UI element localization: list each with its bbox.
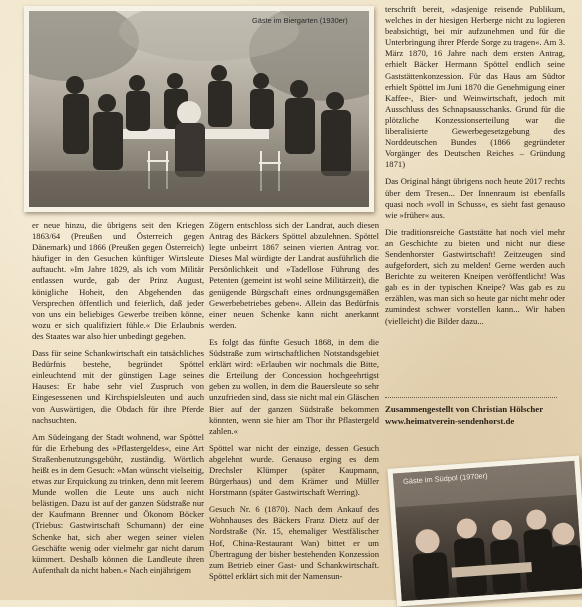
column-left (32, 220, 204, 598)
column-middle-paragraph: Spöttel war nicht der einzige, dessen Gesuch abgelehnt wurde. Genauso erging es dem Drechsler Klümper (später Kaupmann, Bürgerhaus) und dem Krämer und Müller Horstmann (später Gastwirtschaft Werring). (209, 442, 379, 498)
column-right-paragraph: terschrift bereit, »dasjenige reisende Publikum, welches in der hiesigen Herberge nicht zu logieren beabsichtigt, bei mir aufzunehmen und für die Unterbringung ihrer Pferde Sorge zu tragen«. Am 3. März 1870, 16 Jahre nach dem ersten Antrag, erhielt Bäcker Hermann Spöttel endlich seine Gaststättenkonzession. Für das Haus am Südtor erhielt Spöttel im Juni 1870 die Genehmigung einer Kaffee-, Bier- und Weinwirtschaft, jedoch mit Ausschluss des Schnapsausschanks. Grund für die plötzliche Konzessionserteilung war die liberalisierte Gewerbegesetzgebung des Norddeutschen Bundes (1866 gegründeter Vorgänger des Deutschen Reiches – Gründung 1871) (385, 4, 565, 170)
photo-beer-garden (24, 6, 374, 212)
author-credit (385, 404, 575, 427)
column-right-paragraph: Das Original hängt übrigens noch heute 2017 rechts über dem Tresen... Der Innenraum ist ebenfalls quasi noch »voll in Schuss«, es sieht fast genauso wie »früher« aus. (385, 176, 565, 220)
column-right (385, 4, 565, 394)
column-middle-paragraph: Zögern entschloss sich der Landrat, auch diesen Antrag des Bäckers Spöttel abzulehnen. Spöttel legte unbeirrt 1867 seinen vierten Antrag vor. Dieses Mal würdigte der Landrat ausführlich die Persönlichkeit und »Tadellose Führung des Petenten (gemeint ist wohl seine Militärzeit), die genügende Bürgschaft eines ordnungsgemäßen Gewerbebetriebes geben«. Allein das Bedürfnis einer neuen Schenke kann nicht anerkannt werden. (209, 220, 379, 330)
author-name: Zusammengestellt von Christian Hölscher (385, 404, 544, 414)
column-left-paragraph: Dass für seine Schankwirtschaft ein tatsächliches Bedürfnis bestehe, begründet Spöttel einleuchtend mit der günstigen Lage seines Hauses: Er habe sehr viel Zuspruch von Eingesessenen und Kirchspielsleuten und auch von Auswärtigen, die Obdach für ihre Pferde nachsuchten. (32, 348, 204, 425)
column-middle-paragraph: Gesuch Nr. 6 (1870). Nach dem Ankauf des Wohnhauses des Bäckers Franz Dietz auf der Nordstraße (Nr. 15, ehemaliger Westfälischer Hof, China-Restaurant Wan) bittet er um Übertragung der bisher bestehenden Konzession zum Betrieb einer Gast- und Schankwirtschaft. Spöttel erklärt sich mit der Namensun- (209, 504, 379, 581)
website-link[interactable]: www.heimatverein-sendenhorst.de (385, 415, 515, 426)
column-middle (209, 220, 379, 598)
beer-garden-photo-image (29, 11, 369, 207)
column-left-paragraph: Am Südeingang der Stadt wohnend, war Spöttel für die Erhebung des »Pflastergeldes«, eine Art Straßenbenutzungsgebühr, zuständig. Wörtlich heißt es in dem Gesuch: »Man wünscht vielseitig, etwas zur Erquickung zu trinken, denn mit leerem Munde wollen die Leute uns auch nicht belästigen. Dazu ist auf der ganzen Südstraße nur der Kaufmann Brenner und Ökonom Böcker (Triebus: Gastwirtschaft Schumann) der eine Schenke hat, sich aber wegen seiner vielen Geschäfte wenig oder vielmehr gar nicht darum kümmert. Deshalb können die Landleute ihren Aufenthalt da nicht haben.« Nach einjährigem (32, 431, 204, 575)
bottom-photo-caption: Gäste im Südpol (1970er) (402, 471, 488, 486)
top-photo-caption: Gäste im Biergarten (1930er) (252, 16, 348, 25)
column-right-paragraph: Die traditionsreiche Gaststätte hat noch viel mehr an Geschichte zu bieten und nicht nur diese Sendenhorster Gastwirtschaft! Zeitzeugen sind aufgefordert, sich zu melden! Gerne werden auch Berichte zu weiteren Kneipen veröffentlicht! Was gab es in der typischen Kneipe? Was gab es zu erzählen, was man sich so heute gar nicht mehr oder zumindest schwer vorstellen kann... Wir haben (vielleicht) die Bilder dazu... (385, 226, 565, 326)
dotted-divider (385, 397, 557, 398)
column-middle-paragraph: Es folgt das fünfte Gesuch 1868, in dem die Südstraße zum wirtschaftlichen Notstandsgebiet erklärt wird: »Erlauben wir nochmals die Bitte, die Erteilung der Concession hochgeehrtigst geben zu wollen, in dem die Bauersleute so sehr unzufrieden sind, dass sie nicht mal ein Gläschen Bier auf der ganzen Südstraße bekommen könnten, wenn sie hier am Thor ihr Pflastergeld zahlen.« (209, 336, 379, 436)
column-left-paragraph: er neue hinzu, die übrigens seit den Kriegen 1863/64 (Preußen und Österreich gegen Dänemark) und 1866 (Preußen gegen Österreich) häufiger in den Gesuchen künftiger Wirtsleute auftaucht. »Im Jahre 1829, als ich vom Militär entlassen wurde, gab der Prinz August, königliche Hoheit, den Abgehenden das Versprechen öffentlich und feierlich, daß jeder von uns ein beliebiges Gewerbe treiben könne, wozu er sich qualifiziert fühle.« Die Erlaubnis des Staates war also hier unbedingt gegeben. (32, 220, 204, 341)
